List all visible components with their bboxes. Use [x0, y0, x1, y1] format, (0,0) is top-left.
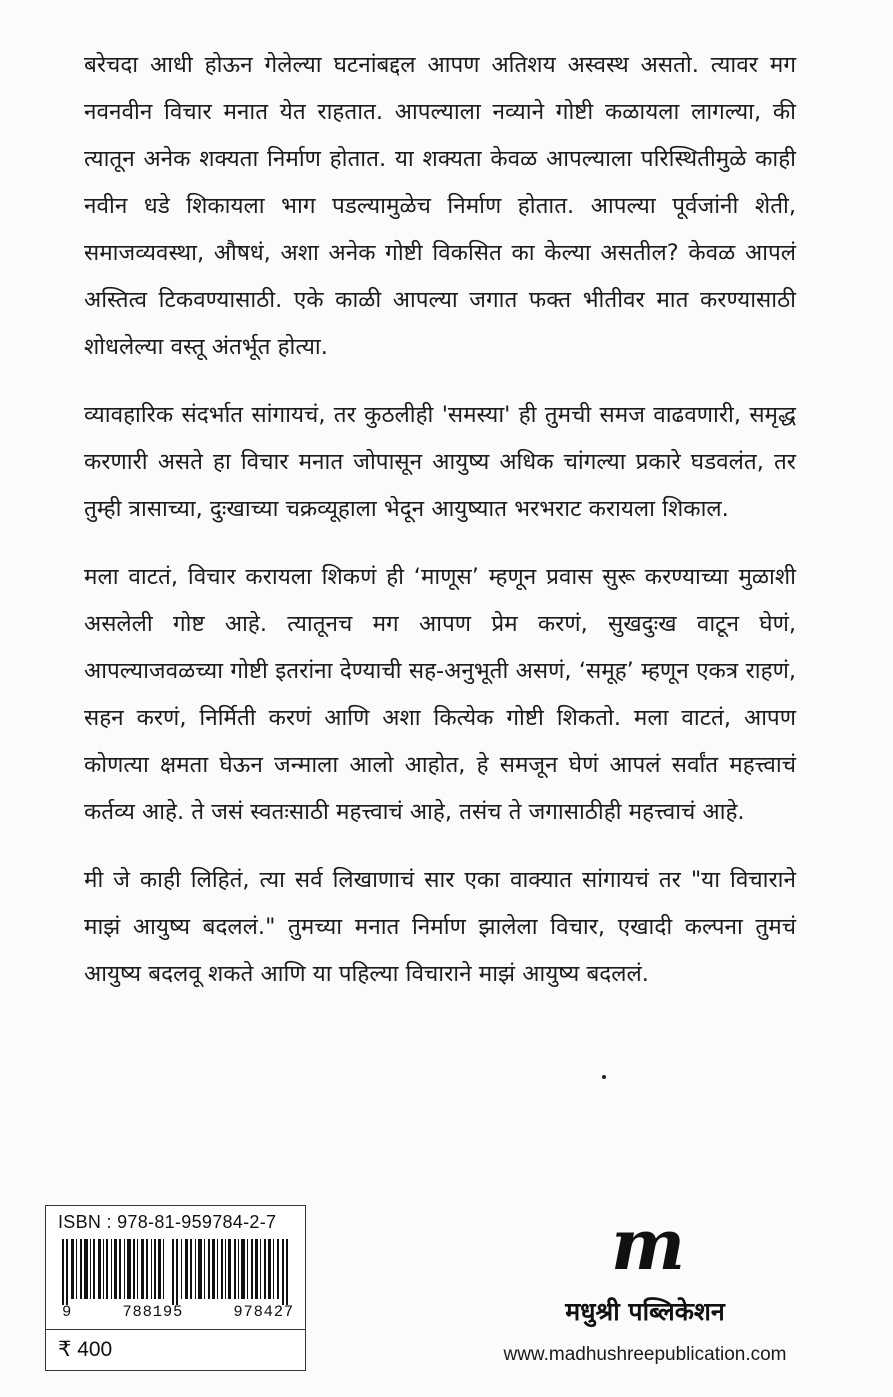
price-label: ₹ 400 [58, 1338, 113, 1361]
print-speck [602, 1075, 606, 1079]
barcode-digit-group: 9 [62, 1303, 73, 1321]
paragraph-1: बरेचदा आधी होऊन गेलेल्या घटनांबद्दल आपण अतिशय अस्वस्थ असतो. त्यावर मग नवनवीन विचार मनात येत राहतात. आपल्याला नव्याने गोष्टी कळायला लागल्या, की त्यातून अनेक शक्यता निर्माण होतात. या शक्यता केवळ आपल्याला परिस्थितीमुळे काही नवीन धडे शिकायला भाग पडल्यामुळेच निर्माण होतात. आपल्या पूर्वजांनी शेती, समाजव्यवस्था, औषधं, अशा अनेक गोष्टी विकसित का केल्या असतील? केवळ आपलं अस्तित्व टिकवण्यासाठी. एके काळी आपल्या जगात फक्त भीतीवर मात करण्यासाठी शोधलेल्या वस्तू अंतर्भूत होत्या. [84, 52, 796, 360]
publisher-name: मधुश्री पब्लिकेशन [565, 1297, 725, 1326]
barcode-digits [62, 1303, 294, 1321]
paragraph-2: व्यावहारिक संदर्भात सांगायचं, तर कुठलीही 'समस्या' ही तुमची समज वाढवणारी, समृद्ध करणारी असते हा विचार मनात जोपासून आयुष्य अधिक चांगल्या प्रकारे घडवलंत, तर तुम्ही त्रासाच्या, दुःखाच्या चक्रव्यूहाला भेदून आयुष्यात भरभराट करायला शिकाल. [84, 402, 796, 522]
isbn-label: ISBN : 978-81-959784-2-7 [58, 1212, 277, 1232]
paragraph-3: मला वाटतं, विचार करायला शिकणं ही ‘माणूस’ म्हणून प्रवास सुरू करण्याच्या मुळाशी असलेली गोष्ट आहे. त्यातूनच मग आपण प्रेम करणं, सुखदुःख वाटून घेणं, आपल्याजवळच्या गोष्टी इतरांना देण्याची सह-अनुभूती असणं, ‘समूह’ म्हणून एकत्र राहणं, सहन करणं, निर्मिती करणं आणि अशा कित्येक गोष्टी शिकतो. मला वाटतं, आपण कोणत्या क्षमता घेऊन जन्माला आलो आहोत, हे समजून घेणं आपलं सर्वांत महत्त्वाचं कर्तव्य आहे. ते जसं स्वतःसाठी महत्त्वाचं आहे, तसंच ते जगासाठीही महत्त्वाचं आहे. [84, 564, 796, 825]
publisher-url[interactable]: www.madhushreepublication.com [503, 1344, 787, 1365]
isbn-divider [46, 1329, 305, 1330]
barcode-digit-group: 978427 [233, 1303, 294, 1321]
logo-letter: m [610, 1215, 686, 1281]
isbn-box [45, 1205, 306, 1371]
barcode-digit-group: 788195 [122, 1303, 184, 1321]
publisher-logo-icon [598, 1215, 698, 1281]
blurb-text [84, 42, 796, 1019]
barcode-icon [62, 1239, 294, 1305]
paragraph-4: मी जे काही लिहितं, त्या सर्व लिखाणाचं सार एका वाक्यात सांगायचं तर "या विचाराने माझं आयुष्य बदललं." तुमच्या मनात निर्माण झालेला विचार, एखादी कल्पना तुमचं आयुष्य बदलवू शकते आणि या पहिल्या विचाराने माझं आयुष्य बदललं. [84, 867, 796, 987]
